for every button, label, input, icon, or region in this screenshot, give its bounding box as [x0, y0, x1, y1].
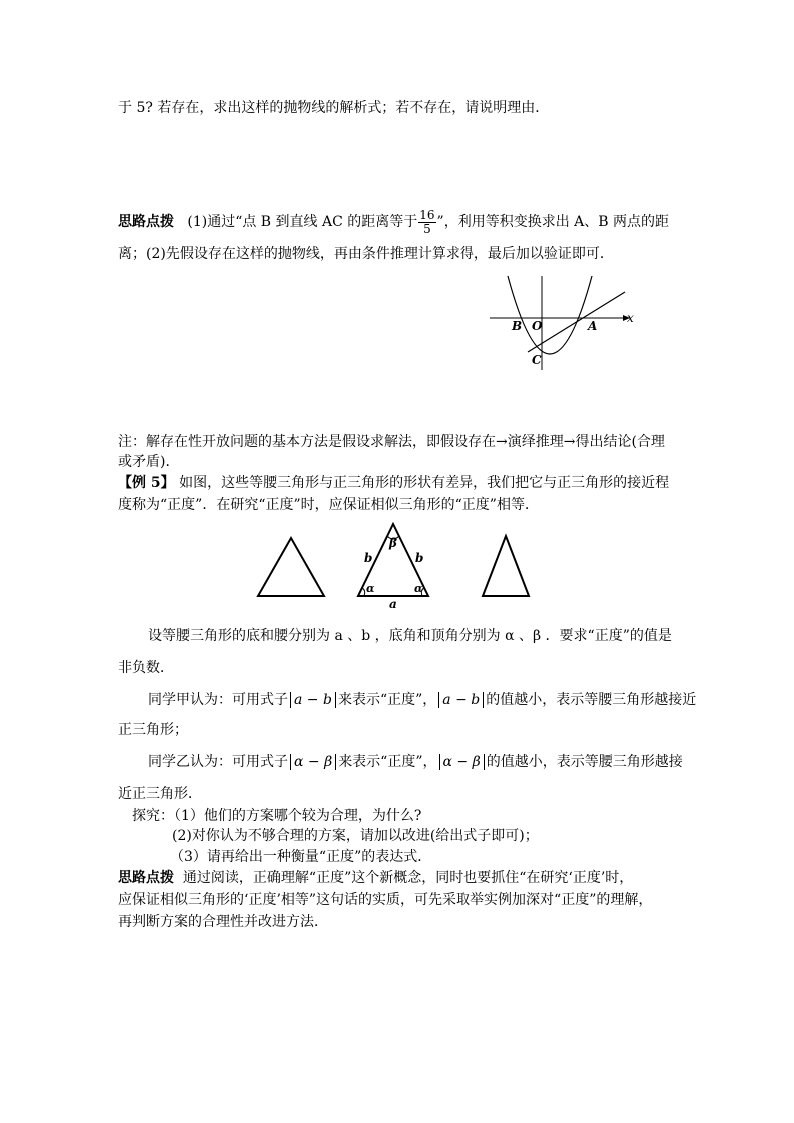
hint-1-label: 思路点拨: [118, 214, 174, 230]
fraction-16-5: $\frac{16}{5}$: [419, 207, 435, 236]
abs-expr-a-minus-b-2: a − b: [438, 692, 484, 708]
abs-expr-a-minus-b: a − b: [290, 692, 336, 708]
para-1-line-2: 非负数．: [118, 660, 174, 676]
abs-expr-alpha-minus-beta: α − β: [290, 754, 336, 770]
explore-q2: (2)对你认为不够合理的方案，请加以改进(给出式子即可)；: [172, 828, 539, 844]
base-left-alpha-label: α: [366, 582, 375, 595]
explore-q3: （3）请再给出一种衡量“正度”的表达式．: [170, 849, 432, 865]
hint-2-line-2: 应保证相似三角形的‘正度’相等”这句话的实质，可先采取举实例加深对“正度”的理解，: [118, 892, 653, 908]
point-b-label: B: [512, 319, 523, 333]
equilateral-triangle: [258, 538, 324, 596]
parabola-curve: [508, 276, 592, 354]
base-right-alpha-label: α: [414, 582, 423, 595]
parabola-graph: [480, 272, 645, 372]
para-2-line-1: 同学甲认为：可用式子 a − b 来表示“正度”， a − b 的值越小，表示等腰三角形越接近: [148, 692, 697, 708]
example-label: 【例 5】: [118, 475, 175, 491]
hint-1-text-a: (1)通过“点 B 到直线 AC 的距离等于: [187, 214, 418, 230]
point-a-label: A: [588, 319, 598, 333]
triangle-figure-row: [250, 520, 550, 610]
hint-2-line-1: 思路点拨 通过阅读，正确理解“正度”这个新概念，同时也要抓住“在研究‘正度’时，: [118, 870, 634, 886]
para-1-line-1: 设等腰三角形的底和腰分别为 a 、b ，底角和顶角分别为 α 、β ．要求“正度”的值是: [148, 628, 672, 644]
point-c-label: C: [532, 353, 542, 367]
side-b-left-label: b: [364, 551, 373, 565]
hint-2-label: 思路点拨: [118, 870, 174, 886]
note-line-1: 注：解存在性开放问题的基本方法是假设求解法，即假设存在→演绎推理→得出结论(合理: [118, 434, 665, 450]
line-ac: [528, 292, 625, 352]
para-3-line-2: 近正三角形．: [118, 786, 202, 802]
point-o-label: O: [532, 319, 543, 333]
isosceles-triangle-small: [483, 536, 529, 596]
example-line-2: 度称为“正度”．在研究“正度”时，应保证相似三角形的“正度”相等．: [118, 497, 539, 513]
problem-continuation: 于 5? 若存在，求出这样的抛物线的解析式；若不存在，请说明理由．: [118, 100, 550, 116]
example-line-1: 【例 5】 如图，这些等腰三角形与正三角形的形状有差异，我们把它与正三角形的接近程: [118, 475, 670, 491]
para-3-line-1: 同学乙认为：可用式子 α − β 来表示“正度”， α − β 的值越小，表示等腰三角形越接: [148, 754, 683, 770]
para-2-line-2: 正三角形；: [118, 722, 188, 738]
hint-2-line-3: 再判断方案的合理性并改进方法．: [118, 914, 328, 930]
explore-q1: 探究：（1）他们的方案哪个较为合理，为什么?: [132, 808, 422, 824]
axis-x-label: x: [627, 311, 634, 325]
note-line-2: 或矛盾)．: [118, 454, 180, 470]
hint-1-line-1: [118, 208, 669, 236]
apex-beta-label: β: [389, 536, 397, 550]
hint-1-line-2: 离；(2)先假设存在这样的抛物线，再由条件推理计算求得，最后加以验证即可．: [118, 246, 614, 262]
side-b-right-label: b: [415, 551, 424, 565]
abs-expr-alpha-minus-beta-2: α − β: [439, 754, 485, 770]
base-a-label: a: [389, 597, 397, 610]
hint-1-text-b: ”，利用等积变换求出 A、B 两点的距: [436, 214, 670, 230]
